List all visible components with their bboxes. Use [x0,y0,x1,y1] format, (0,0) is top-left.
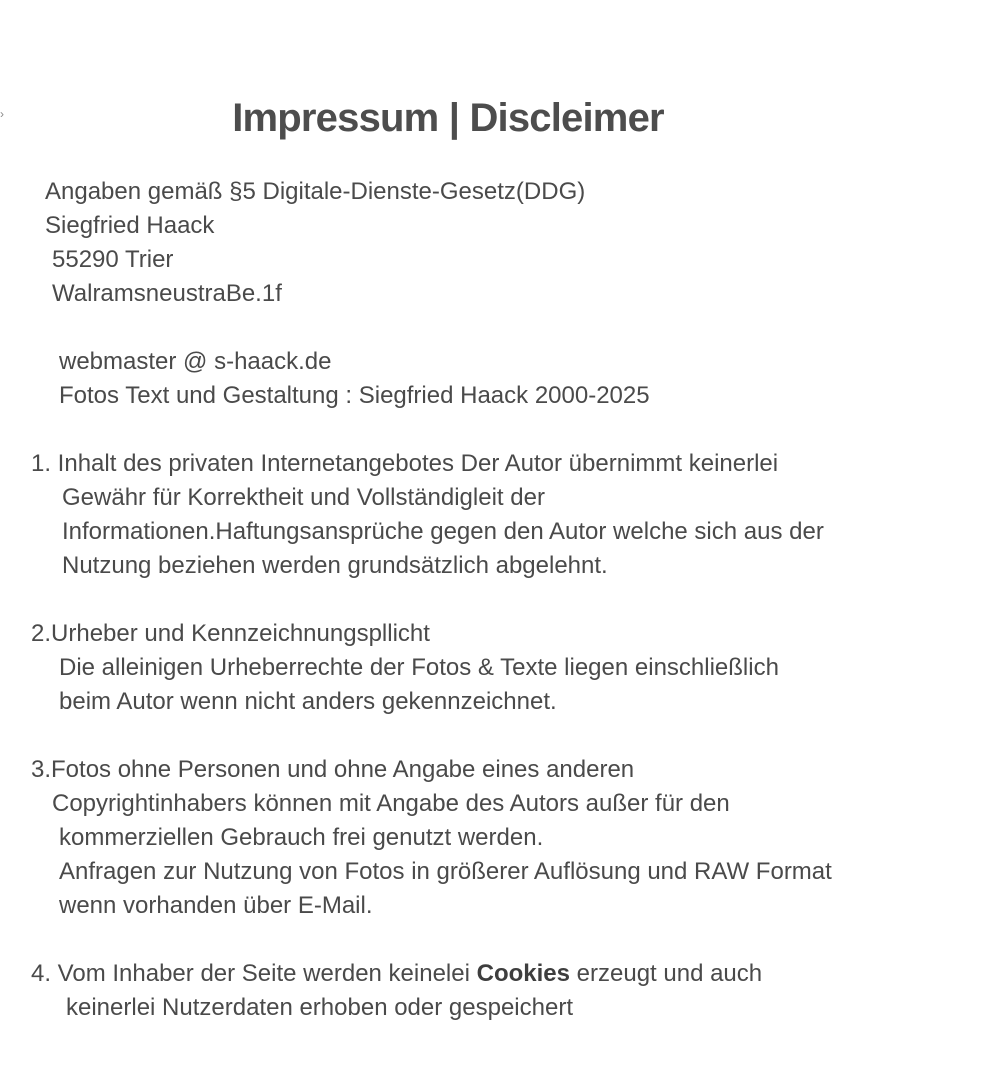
section-4-line: keinerlei Nutzerdaten erhoben oder gespeichert [66,994,573,1021]
page-title: Impressum | Discleimer [232,96,664,140]
section-1-line: Informationen.Haftungsansprüche gegen den Autor welche sich aus der [62,518,824,545]
section-2-line: beim Autor wenn nicht anders gekennzeichnet. [59,688,557,715]
section-2-line: Die alleinigen Urheberrechte der Fotos & Texte liegen einschließlich [59,654,779,681]
section-1-line: Nutzung beziehen werden grundsätzlich abgelehnt. [62,552,608,579]
section-3-line: Anfragen zur Nutzung von Fotos in größerer Auflösung und RAW Format [59,858,832,885]
owner-city: 55290 Trier [52,246,174,273]
section-4-text: 4. Vom Inhaber der Seite werden keinelei [31,960,477,987]
section-4-text: erzeugt und auch [569,960,763,987]
section-3-line: wenn vorhanden über E-Mail. [59,892,373,919]
edge-arrow-icon: › [0,107,4,121]
section-3-line: kommerziellen Gebrauch frei genutzt werden. [59,824,544,851]
email-text: webmaster @ s-haack.de [59,348,332,375]
cookies-emphasis: Cookies [476,960,570,987]
section-1-line: Gewähr für Korrektheit und Vollständigleit der [62,484,545,511]
section-3-line: 3.Fotos ohne Personen und ohne Angabe eines anderen [31,756,635,783]
credits-text: Fotos Text und Gestaltung : Siegfried Haack 2000-2025 [59,382,650,409]
section-2-line: 2.Urheber und Kennzeichnungspllicht [31,620,430,647]
legal-basis-text: Angaben gemäß §5 Digitale-Dienste-Gesetz(DDG) [45,178,586,205]
section-4-line [31,957,762,991]
owner-street: WalramsneustraBe.1f [52,280,282,307]
section-3-line: Copyrightinhabers können mit Angabe des Autors außer für den [52,790,730,817]
owner-name: Siegfried Haack [45,212,215,239]
section-1-line: 1. Inhalt des privaten Internetangebotes Der Autor übernimmt keinerlei [31,450,779,477]
